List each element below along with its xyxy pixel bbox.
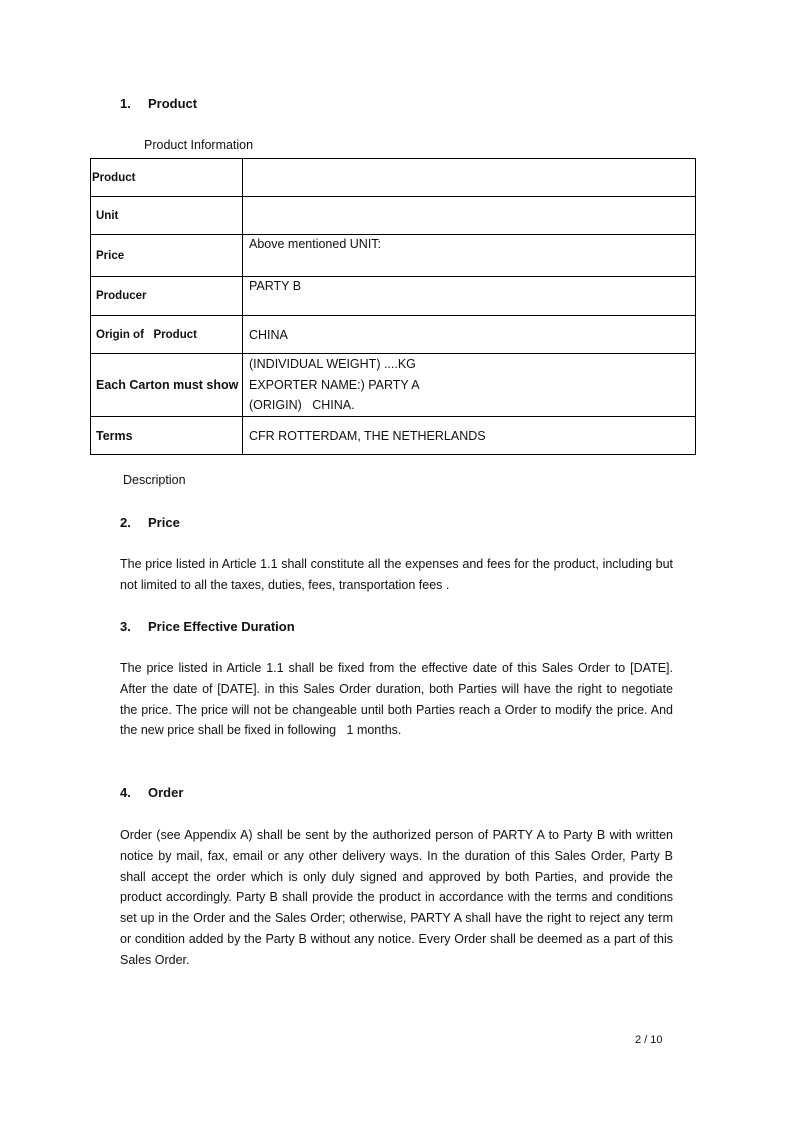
table-row: [91, 197, 696, 235]
page-number: 2 / 10: [635, 1034, 663, 1046]
carton-line: (ORIGIN) CHINA.: [249, 398, 355, 413]
row-label: Producer: [91, 277, 243, 316]
paragraph-duration: The price listed in Article 1.1 shall be fixed from the effective date of this Sales Order to [DATE]. After the date of [DATE]. in this Sales Order duration, both Parties will have the right to negotiate the price. The price will not be changeable until both Parties reach a Order to modify the price. And the new price shall be fixed in following 1 months.: [120, 661, 673, 738]
section-number: 1.: [120, 96, 131, 111]
section-title: Product: [148, 96, 198, 111]
row-label: Product: [91, 159, 243, 197]
table-row: [91, 417, 696, 455]
table-row: [91, 159, 696, 197]
section-title: Price: [148, 515, 180, 530]
carton-line: (INDIVIDUAL WEIGHT) ....KG: [249, 357, 416, 372]
table-caption: Product Information: [144, 138, 254, 152]
row-value: [243, 159, 696, 197]
row-label: Terms: [91, 417, 243, 455]
row-label: Unit: [91, 197, 243, 235]
row-value: Above mentioned UNIT:: [243, 235, 696, 277]
section-heading-price: [120, 515, 180, 530]
product-info-table: [90, 158, 696, 455]
table-row: [91, 354, 696, 417]
section-number: 4.: [120, 785, 131, 800]
section-number: 2.: [120, 515, 131, 530]
row-label: Price: [91, 235, 243, 277]
carton-line: EXPORTER NAME:) PARTY A: [249, 377, 420, 392]
paragraph-price: The price listed in Article 1.1 shall constitute all the expenses and fees for the product, including but not limited to all the taxes, duties, fees, transportation fees .: [120, 557, 673, 592]
section-heading-product: [120, 96, 197, 111]
table-row: [91, 235, 696, 277]
row-value: CFR ROTTERDAM, THE NETHERLANDS: [243, 417, 696, 455]
section-heading-duration: [120, 619, 295, 634]
row-label: Origin of Product: [91, 316, 243, 354]
section-number: 3.: [120, 619, 131, 634]
description-label: Description: [123, 473, 186, 487]
row-label: Each Carton must show: [91, 354, 243, 417]
row-value: [243, 354, 696, 417]
section-heading-order: [120, 785, 183, 800]
table-row: [91, 277, 696, 316]
paragraph-order: Order (see Appendix A) shall be sent by the authorized person of PARTY A to Party B with written notice by mail, fax, email or any other delivery ways. In the duration of this Sales Order, Party B shall accept the order which is only duly signed and approved by both Parties, and provide the product accordingly. Party B shall provide the product in accordance with the terms and conditions set up in the Order and the Sales Order; otherwise, PARTY A shall have the right to reject any term or condition added by the Party B without any notice. Every Order shall be deemed as a part of this Sales Order.: [120, 828, 673, 967]
row-value: [243, 197, 696, 235]
table-row: [91, 316, 696, 354]
row-value: PARTY B: [243, 277, 696, 316]
section-title: Price Effective Duration: [148, 619, 295, 634]
row-value: CHINA: [243, 316, 696, 354]
section-title: Order: [148, 785, 184, 800]
